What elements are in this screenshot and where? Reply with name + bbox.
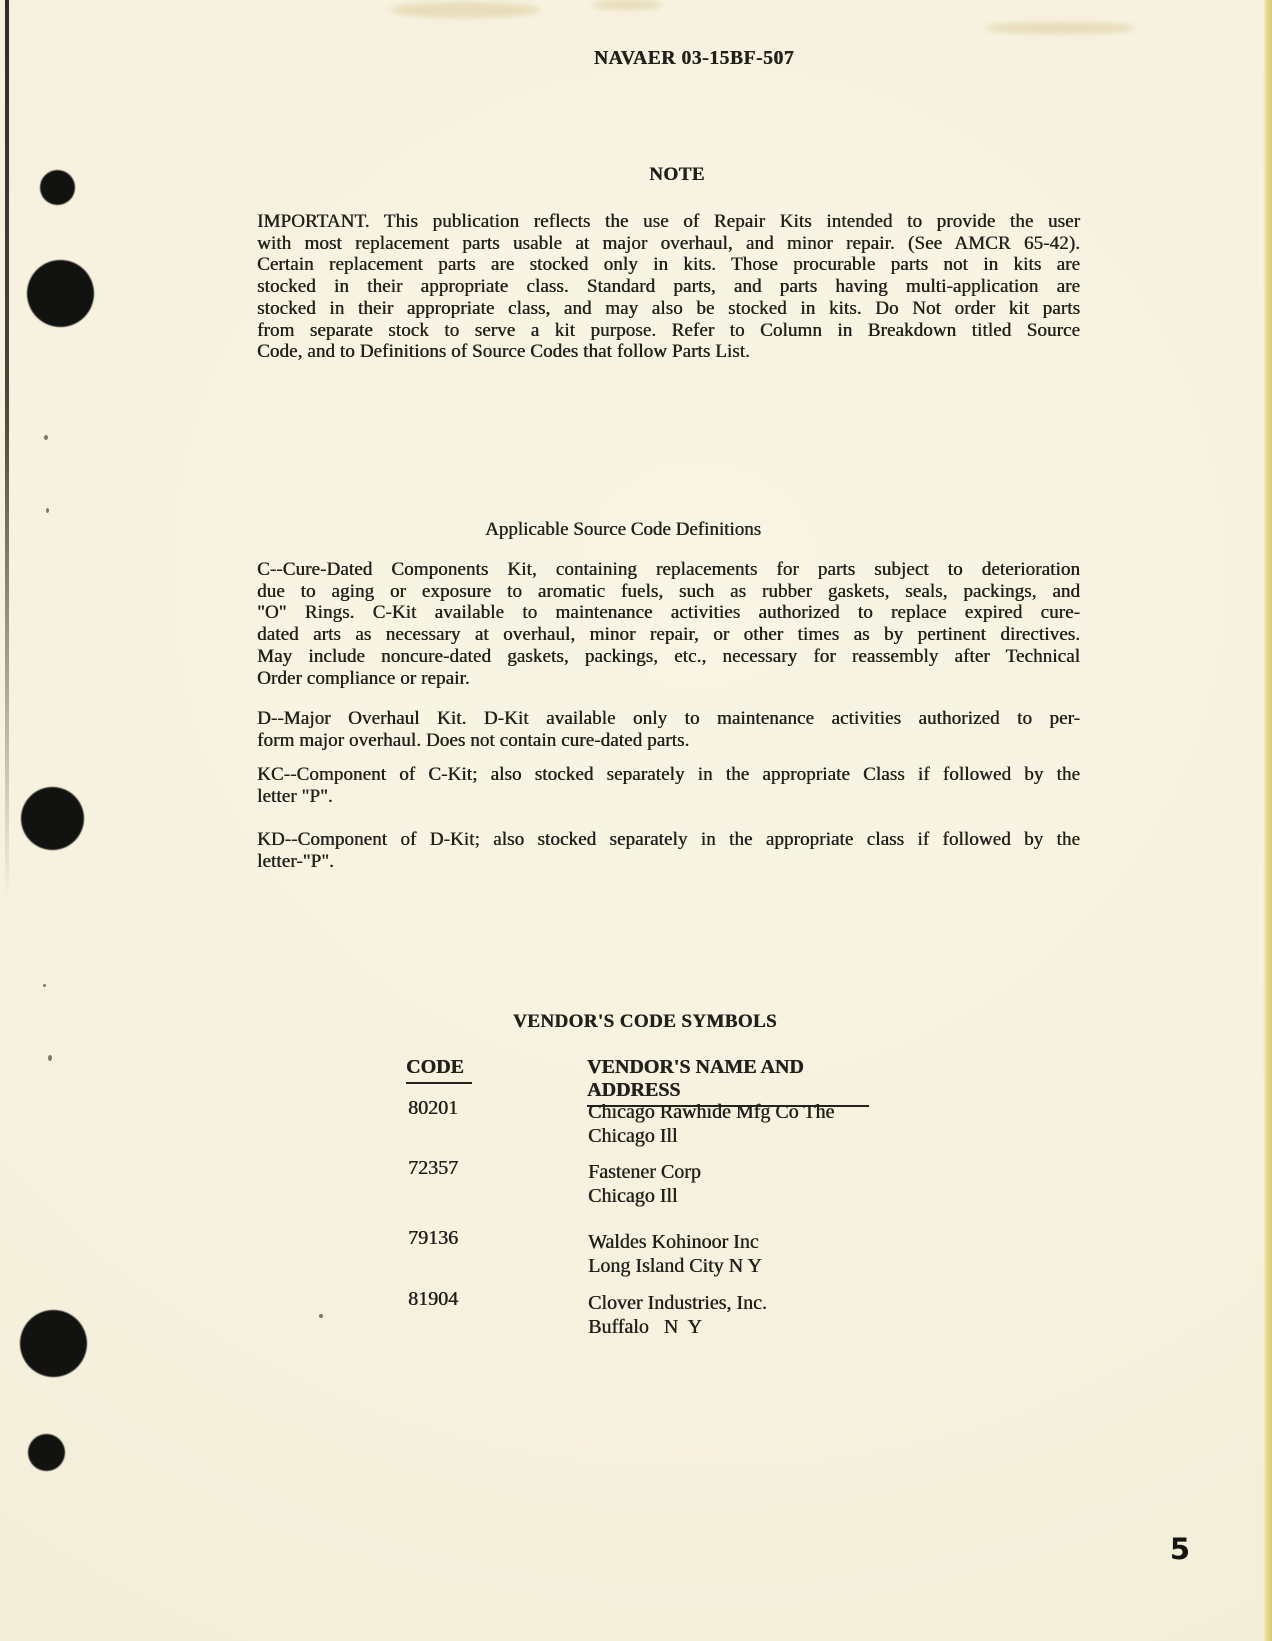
vendor-city: Long Island City N Y (588, 1254, 762, 1277)
vendor-name: Fastener Corp (588, 1161, 701, 1183)
text-line: Certain replacement parts are stocked only in kits. Those procurable parts not in kits are (257, 254, 1080, 276)
scan-speck (319, 1314, 323, 1318)
scan-smudge (390, 2, 540, 18)
text-line: Code, and to Definitions of Source Codes that follow Parts List. (257, 341, 750, 363)
page-number: 5 (1169, 1532, 1191, 1566)
vendor-code: 80201 (408, 1097, 458, 1119)
text-line: with most replacement parts usable at major overhaul, and minor repair. (See AMCR 65-42). (257, 232, 1080, 254)
punch-hole-mark (40, 170, 75, 205)
kc-kit-definition-paragraph (257, 764, 1080, 807)
text-line: due to aging or exposure to aromatic fuels, such as rubber gaskets, seals, packings, and (257, 580, 1080, 602)
text-line: C--Cure-Dated Components Kit, containing replacements for parts subject to deterioration (257, 559, 1080, 580)
scan-right-edge-line (1263, 0, 1272, 1641)
kd-kit-definition-paragraph (257, 829, 1080, 872)
vendor-codes-heading: VENDOR'S CODE SYMBOLS (513, 1011, 777, 1032)
scan-smudge (985, 22, 1135, 34)
text-line: dated arts as necessary at overhaul, minor repair, or other times as by pertinent directives. (257, 624, 1080, 646)
vendor-codes-table (392, 1054, 992, 1354)
column-header-code: CODE (406, 1056, 472, 1084)
text-line: May include noncure-dated gaskets, packings, etc., necessary for reassembly after Technical (257, 645, 1080, 667)
source-code-definitions-heading: Applicable Source Code Definitions (485, 519, 761, 540)
column-header-vendor-name-address: VENDOR'S NAME AND ADDRESS (587, 1056, 869, 1107)
punch-hole-mark (21, 787, 84, 850)
text-line: D--Major Overhaul Kit. D-Kit available only to maintenance activities authorized to per- (257, 708, 1080, 729)
scan-speck (48, 1055, 52, 1061)
vendor-name-address (588, 1101, 834, 1148)
d-kit-definition-paragraph (257, 708, 1080, 751)
text-line: letter-"P". (257, 850, 334, 872)
vendor-name-address (588, 1161, 701, 1208)
scan-speck (46, 508, 49, 513)
text-line: from separate stock to serve a kit purpose. Refer to Column in Breakdown titled Source (257, 319, 1080, 341)
punch-hole-mark (20, 1310, 87, 1377)
text-line: form major overhaul. Does not contain cure-dated parts. (257, 729, 690, 751)
scan-smudge (592, 0, 662, 10)
text-line: IMPORTANT. This publication reflects the use of Repair Kits intended to provide the user (257, 211, 1080, 232)
vendor-name-address (588, 1292, 767, 1339)
vendor-name: Chicago Rawhide Mfg Co The (588, 1101, 835, 1123)
scan-left-edge-line (5, 0, 9, 900)
text-line: stocked in their appropriate class, and may also be stocked in kits. Do Not order kit parts (257, 297, 1080, 319)
scan-speck (44, 435, 48, 440)
vendor-city: Chicago Ill (588, 1184, 678, 1207)
vendor-name-address (588, 1231, 762, 1278)
punch-hole-mark (27, 260, 94, 327)
text-line: "O" Rings. C-Kit available to maintenance activities authorized to replace expired cure- (257, 602, 1080, 624)
c-kit-definition-paragraph (257, 559, 1080, 689)
punch-hole-mark (28, 1434, 65, 1471)
text-line: KD--Component of D-Kit; also stocked separately in the appropriate class if followed by the (257, 829, 1080, 850)
text-line: Order compliance or repair. (257, 667, 470, 689)
vendor-name: Clover Industries, Inc. (588, 1292, 767, 1314)
note-paragraph (257, 211, 1080, 363)
document-number: NAVAER 03-15BF-507 (593, 48, 795, 69)
vendor-code: 72357 (408, 1157, 458, 1179)
text-line: stocked in their appropriate class. Standard parts, and parts having multi-application are (257, 276, 1080, 298)
scan-speck (43, 984, 46, 987)
vendor-city: Chicago Ill (588, 1124, 678, 1147)
note-heading: NOTE (649, 164, 705, 185)
vendor-code: 81904 (408, 1288, 458, 1310)
vendor-code: 79136 (408, 1227, 458, 1249)
text-line: letter "P". (257, 785, 333, 807)
vendor-name: Waldes Kohinoor Inc (588, 1231, 759, 1253)
text-line: KC--Component of C-Kit; also stocked separately in the appropriate Class if followed by the (257, 764, 1080, 785)
vendor-city: Buffalo N Y (588, 1315, 702, 1338)
